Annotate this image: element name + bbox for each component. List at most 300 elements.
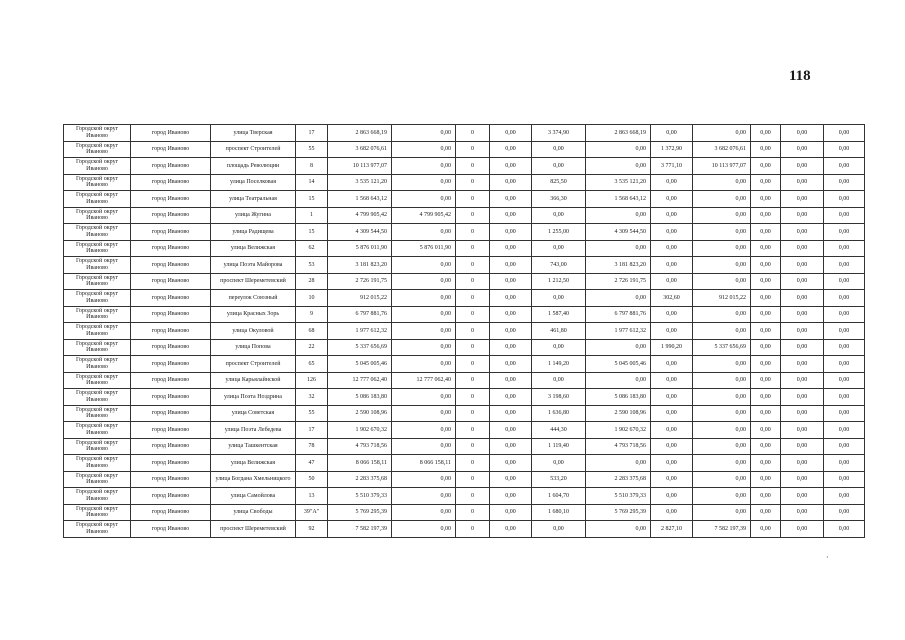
table-cell: 5 510 379,33	[328, 488, 392, 505]
table-cell: 0,00	[781, 356, 824, 373]
table-cell: 39"А"	[296, 504, 328, 521]
table-cell: 0,00	[490, 125, 532, 142]
table-cell: Городской округ Иваново	[64, 356, 131, 373]
table-cell: 12 777 062,40	[328, 372, 392, 389]
table-body	[64, 125, 865, 538]
table-cell: 92	[296, 521, 328, 538]
table-cell: 0,00	[751, 306, 781, 323]
table-cell: 0,00	[392, 323, 456, 340]
table-cell: 0,00	[490, 455, 532, 472]
table-cell: 22	[296, 339, 328, 356]
table-cell: 53	[296, 257, 328, 274]
table-cell: 825,50	[532, 174, 586, 191]
table-cell: 0,00	[781, 521, 824, 538]
table-cell: 0	[456, 422, 490, 439]
table-cell: 0,00	[824, 389, 865, 406]
table-cell: 0,00	[693, 372, 751, 389]
table-cell: 461,80	[532, 323, 586, 340]
table-cell: 6 797 881,76	[586, 306, 651, 323]
table-cell: 4 799 905,42	[328, 207, 392, 224]
table-cell: 0,00	[392, 405, 456, 422]
table-cell: 2 863 668,19	[328, 125, 392, 142]
table-cell: 5 510 379,33	[586, 488, 651, 505]
table-cell: 0	[456, 356, 490, 373]
table-cell: 0,00	[824, 504, 865, 521]
table-cell: улица Велижская	[211, 240, 296, 257]
table-cell: 0,00	[751, 372, 781, 389]
table-cell: 0,00	[824, 356, 865, 373]
table-cell: 0,00	[651, 405, 693, 422]
table-cell: 1 604,70	[532, 488, 586, 505]
table-cell: 3 771,10	[651, 158, 693, 175]
table-cell: 0,00	[751, 125, 781, 142]
table-cell: 0,00	[751, 240, 781, 257]
table-row	[64, 174, 865, 191]
table-cell: 10 113 977,07	[693, 158, 751, 175]
table-cell: 3 198,60	[532, 389, 586, 406]
table-cell: 1	[296, 207, 328, 224]
table-cell: 0,00	[751, 389, 781, 406]
table-cell: Городской округ Иваново	[64, 125, 131, 142]
table-cell: 5 876 011,90	[328, 240, 392, 257]
table-cell: 0,00	[532, 290, 586, 307]
table-cell: 912 015,22	[328, 290, 392, 307]
table-cell: 0,00	[781, 158, 824, 175]
table-row	[64, 191, 865, 208]
table-cell: 0,00	[392, 141, 456, 158]
table-cell: город Иваново	[131, 405, 211, 422]
table-cell: переулок Союзный	[211, 290, 296, 307]
table-cell: город Иваново	[131, 224, 211, 241]
table-row	[64, 207, 865, 224]
table-cell: 1 119,40	[532, 438, 586, 455]
table-cell: 55	[296, 141, 328, 158]
table-cell: город Иваново	[131, 455, 211, 472]
table-cell: 0,00	[490, 521, 532, 538]
table-cell: 0	[456, 339, 490, 356]
table-cell: 0,00	[490, 471, 532, 488]
table-cell: 0,00	[781, 339, 824, 356]
table-cell: Городской округ Иваново	[64, 438, 131, 455]
table-cell: город Иваново	[131, 273, 211, 290]
table-cell: 1 568 643,12	[328, 191, 392, 208]
table-cell: 0,00	[392, 521, 456, 538]
table-cell: 8	[296, 158, 328, 175]
table-row	[64, 422, 865, 439]
table-cell: 0,00	[490, 273, 532, 290]
table-cell: 0,00	[751, 521, 781, 538]
table-cell: город Иваново	[131, 339, 211, 356]
table-cell: 0,00	[490, 356, 532, 373]
table-cell: улица Свободы	[211, 504, 296, 521]
table-cell: 3 181 823,20	[586, 257, 651, 274]
table-cell: улица Тверская	[211, 125, 296, 142]
table-cell: 17	[296, 422, 328, 439]
table-cell: 0,00	[651, 488, 693, 505]
table-cell: 0,00	[781, 323, 824, 340]
table-cell: 8 066 158,11	[328, 455, 392, 472]
table-cell: 0	[456, 488, 490, 505]
table-cell: 0,00	[532, 207, 586, 224]
table-cell: 912 015,22	[693, 290, 751, 307]
table-cell: 0,00	[392, 471, 456, 488]
table-cell: город Иваново	[131, 257, 211, 274]
table-cell: 0,00	[532, 521, 586, 538]
table-cell: город Иваново	[131, 207, 211, 224]
table-cell: 0,00	[824, 191, 865, 208]
table-cell: 0,00	[751, 174, 781, 191]
table-cell: 0,00	[751, 488, 781, 505]
table-cell: город Иваново	[131, 158, 211, 175]
table-cell: 0,00	[824, 323, 865, 340]
table-cell: 0,00	[586, 207, 651, 224]
table-cell: 13	[296, 488, 328, 505]
table-cell: 14	[296, 174, 328, 191]
table-cell: город Иваново	[131, 174, 211, 191]
table-cell: 0,00	[751, 405, 781, 422]
table-cell: 0,00	[693, 455, 751, 472]
table-cell: 0,00	[781, 141, 824, 158]
table-cell: Городской округ Иваново	[64, 290, 131, 307]
table-row	[64, 158, 865, 175]
table-cell: 0,00	[490, 504, 532, 521]
table-cell: 4 793 718,56	[328, 438, 392, 455]
table-cell: город Иваново	[131, 438, 211, 455]
table-cell: 1 568 643,12	[586, 191, 651, 208]
table-cell: Городской округ Иваново	[64, 372, 131, 389]
table-cell: 0,00	[751, 504, 781, 521]
table-cell: 0,00	[824, 224, 865, 241]
table-cell: 0,00	[651, 323, 693, 340]
table-cell: 0,00	[693, 257, 751, 274]
table-cell: площадь Революции	[211, 158, 296, 175]
table-cell: 366,30	[532, 191, 586, 208]
table-cell: 0,00	[490, 405, 532, 422]
table-cell: 0,00	[651, 504, 693, 521]
table-cell: город Иваново	[131, 422, 211, 439]
table-cell: улица Красных Зорь	[211, 306, 296, 323]
table-row	[64, 504, 865, 521]
table-cell: Городской округ Иваново	[64, 405, 131, 422]
table-cell: 0	[456, 224, 490, 241]
table-cell: улица Велижская	[211, 455, 296, 472]
table-cell: 0,00	[490, 191, 532, 208]
table-cell: 0,00	[392, 224, 456, 241]
table-cell: 0,00	[490, 306, 532, 323]
table-row	[64, 405, 865, 422]
table-cell: 0,00	[651, 422, 693, 439]
table-cell: город Иваново	[131, 504, 211, 521]
table-cell: 0,00	[693, 471, 751, 488]
table-cell: 3 682 076,61	[693, 141, 751, 158]
table-cell: 0,00	[824, 141, 865, 158]
table-cell: 7 582 197,39	[328, 521, 392, 538]
table-cell: город Иваново	[131, 488, 211, 505]
table-cell: 0,00	[824, 306, 865, 323]
table-cell: 0,00	[651, 389, 693, 406]
table-cell: 0,00	[781, 191, 824, 208]
table-cell: Городской округ Иваново	[64, 224, 131, 241]
table-cell: улица Советская	[211, 405, 296, 422]
table-cell: улица Поэта Ноздрина	[211, 389, 296, 406]
table-cell: 0	[456, 405, 490, 422]
table-cell: 4 793 718,56	[586, 438, 651, 455]
table-cell: 0,00	[490, 158, 532, 175]
table-cell: 1 977 612,32	[586, 323, 651, 340]
table-cell: 1 149,20	[532, 356, 586, 373]
table-cell: 0,00	[781, 455, 824, 472]
table-cell: 0,00	[824, 372, 865, 389]
table-row	[64, 224, 865, 241]
table-cell: город Иваново	[131, 323, 211, 340]
table-cell: 0,00	[781, 488, 824, 505]
table-cell: 2 590 108,96	[586, 405, 651, 422]
table-cell: 0	[456, 323, 490, 340]
table-cell: 0,00	[824, 290, 865, 307]
table-cell: 5 337 656,69	[328, 339, 392, 356]
table-cell: 0,00	[751, 158, 781, 175]
table-cell: 5 045 005,46	[328, 356, 392, 373]
table-cell: 0,00	[532, 158, 586, 175]
table-cell: 5 876 011,90	[392, 240, 456, 257]
table-cell: 0,00	[751, 323, 781, 340]
table-cell: 0,00	[532, 141, 586, 158]
table-cell: 5 086 183,80	[328, 389, 392, 406]
table-cell: 0,00	[693, 422, 751, 439]
table-cell: 0,00	[693, 504, 751, 521]
table-cell: Городской округ Иваново	[64, 323, 131, 340]
table-cell: 0,00	[392, 389, 456, 406]
table-cell: 0	[456, 389, 490, 406]
table-cell: 0	[456, 141, 490, 158]
table-cell: 0	[456, 521, 490, 538]
table-cell: 3 682 076,61	[328, 141, 392, 158]
table-cell: 0,00	[693, 240, 751, 257]
table-cell: 0,00	[532, 240, 586, 257]
table-cell: город Иваново	[131, 372, 211, 389]
table-cell: улица Поэта Майорова	[211, 257, 296, 274]
table-cell: улица Самойлова	[211, 488, 296, 505]
table-cell: 0,00	[392, 422, 456, 439]
table-cell: 0,00	[824, 488, 865, 505]
table-cell: 0,00	[824, 240, 865, 257]
table-cell: 0,00	[651, 455, 693, 472]
table-cell: 0,00	[693, 174, 751, 191]
table-cell: 743,00	[532, 257, 586, 274]
table-cell: 0,00	[651, 191, 693, 208]
table-cell: 0,00	[824, 207, 865, 224]
table-cell: 65	[296, 356, 328, 373]
table-cell: 0,00	[781, 257, 824, 274]
table-cell: 3 535 121,20	[328, 174, 392, 191]
table-cell: 0,00	[651, 356, 693, 373]
table-cell: 0,00	[751, 339, 781, 356]
table-row	[64, 339, 865, 356]
table-cell: 0,00	[824, 455, 865, 472]
table-cell: город Иваново	[131, 389, 211, 406]
table-cell: 1 977 612,32	[328, 323, 392, 340]
table-cell: Городской округ Иваново	[64, 422, 131, 439]
table-cell: 0,00	[824, 471, 865, 488]
table-cell: 0,00	[651, 273, 693, 290]
table-cell: 1 902 670,32	[586, 422, 651, 439]
table-cell: 0,00	[490, 290, 532, 307]
table-cell: улица Театральная	[211, 191, 296, 208]
table-cell: 0	[456, 273, 490, 290]
table-cell: 68	[296, 323, 328, 340]
table-cell: 0,00	[693, 125, 751, 142]
table-cell: 0	[456, 158, 490, 175]
table-cell: 0	[456, 240, 490, 257]
table-cell: 0,00	[824, 257, 865, 274]
table-cell: 0,00	[490, 488, 532, 505]
table-cell: 3 535 121,20	[586, 174, 651, 191]
table-cell: 0	[456, 372, 490, 389]
table-cell: город Иваново	[131, 356, 211, 373]
table-cell: 0	[456, 306, 490, 323]
table-cell: 0,00	[392, 306, 456, 323]
table-cell: 0,00	[693, 356, 751, 373]
table-cell: 2 726 191,75	[328, 273, 392, 290]
table-cell: улица Попова	[211, 339, 296, 356]
table-row	[64, 257, 865, 274]
table-cell: 0,00	[824, 422, 865, 439]
table-cell: 0,00	[824, 405, 865, 422]
table-cell: 47	[296, 455, 328, 472]
table-cell: 0,00	[651, 125, 693, 142]
table-cell: Городской округ Иваново	[64, 191, 131, 208]
table-cell: Городской округ Иваново	[64, 488, 131, 505]
table-cell: 0,00	[781, 422, 824, 439]
table-cell: 0,00	[532, 372, 586, 389]
table-cell: 0	[456, 174, 490, 191]
table-cell: 0,00	[781, 125, 824, 142]
table-cell: Городской округ Иваново	[64, 339, 131, 356]
table-cell: 533,20	[532, 471, 586, 488]
table-cell: 0,00	[781, 504, 824, 521]
table-cell: 0	[456, 191, 490, 208]
table-cell: 2 283 375,68	[586, 471, 651, 488]
table-cell: 0,00	[532, 455, 586, 472]
table-cell: 0,00	[781, 207, 824, 224]
table-cell: Городской округ Иваново	[64, 504, 131, 521]
table-cell: 0,00	[586, 290, 651, 307]
table-cell: 0,00	[751, 290, 781, 307]
table-cell: 0,00	[751, 257, 781, 274]
table-cell: 0,00	[751, 438, 781, 455]
table-cell: 0,00	[490, 207, 532, 224]
table-cell: 0,00	[693, 323, 751, 340]
table-cell: город Иваново	[131, 471, 211, 488]
table-cell: улица Карьялайнской	[211, 372, 296, 389]
table-cell: 0,00	[781, 174, 824, 191]
table-cell: 0,00	[751, 455, 781, 472]
table-cell: 0,00	[392, 273, 456, 290]
table-cell: 4 799 905,42	[392, 207, 456, 224]
table-cell: 0,00	[586, 455, 651, 472]
table-cell: 0,00	[693, 438, 751, 455]
table-cell: 5 769 295,39	[328, 504, 392, 521]
table-cell: 0,00	[751, 356, 781, 373]
table-cell: 0,00	[781, 405, 824, 422]
table-cell: 0	[456, 257, 490, 274]
table-row	[64, 521, 865, 538]
table-cell: 0,00	[586, 158, 651, 175]
table-cell: 15	[296, 224, 328, 241]
table-cell: 2 590 108,96	[328, 405, 392, 422]
table-cell: Городской округ Иваново	[64, 389, 131, 406]
table-cell: 1 255,00	[532, 224, 586, 241]
table-cell: 0,00	[693, 389, 751, 406]
table-cell: 0,00	[693, 488, 751, 505]
table-cell: 0,00	[651, 224, 693, 241]
table-cell: 0,00	[751, 422, 781, 439]
table-cell: 15	[296, 191, 328, 208]
housing-register-table	[63, 124, 865, 538]
table-row	[64, 488, 865, 505]
table-cell: 0,00	[392, 290, 456, 307]
table-cell: 6 797 881,76	[328, 306, 392, 323]
table-cell: 0,00	[824, 521, 865, 538]
table-row	[64, 372, 865, 389]
table-cell: город Иваново	[131, 141, 211, 158]
table-cell: 28	[296, 273, 328, 290]
table-cell: 12 777 062,40	[392, 372, 456, 389]
table-cell: город Иваново	[131, 521, 211, 538]
table-cell: 0,00	[490, 372, 532, 389]
table-cell: 0,00	[490, 141, 532, 158]
table-row	[64, 290, 865, 307]
table-row	[64, 455, 865, 472]
table-cell: 0,00	[751, 471, 781, 488]
table-row	[64, 356, 865, 373]
table-cell: 32	[296, 389, 328, 406]
table-row	[64, 323, 865, 340]
corner-mark: ·	[826, 553, 829, 562]
page-number: 118	[789, 68, 811, 84]
table-cell: проспект Строителей	[211, 141, 296, 158]
table-cell: 0,00	[651, 438, 693, 455]
table-cell: 0,00	[392, 438, 456, 455]
table-cell: 0,00	[392, 257, 456, 274]
table-cell: 1 587,40	[532, 306, 586, 323]
table-cell: 0,00	[586, 372, 651, 389]
table-cell: 0,00	[392, 339, 456, 356]
table-cell: 0,00	[781, 471, 824, 488]
table-cell: 126	[296, 372, 328, 389]
table-cell: 444,30	[532, 422, 586, 439]
table-cell: 0,00	[781, 224, 824, 241]
table-cell: 0,00	[751, 273, 781, 290]
table-cell: 2 863 668,19	[586, 125, 651, 142]
table-cell: 0,00	[824, 158, 865, 175]
table-cell: улица Жугина	[211, 207, 296, 224]
table-cell: 0,00	[651, 257, 693, 274]
table-cell: 0,00	[751, 207, 781, 224]
table-cell: 0,00	[693, 273, 751, 290]
table-row	[64, 141, 865, 158]
table-cell: 5 086 183,80	[586, 389, 651, 406]
table-cell: город Иваново	[131, 125, 211, 142]
table-cell: 0	[456, 438, 490, 455]
table-cell: 1 212,50	[532, 273, 586, 290]
table-cell: Городской округ Иваново	[64, 158, 131, 175]
table-cell: улица Ташкентская	[211, 438, 296, 455]
table-row	[64, 306, 865, 323]
table-cell: 0,00	[824, 438, 865, 455]
table-cell: 0,00	[781, 273, 824, 290]
table-cell: 0,00	[490, 240, 532, 257]
